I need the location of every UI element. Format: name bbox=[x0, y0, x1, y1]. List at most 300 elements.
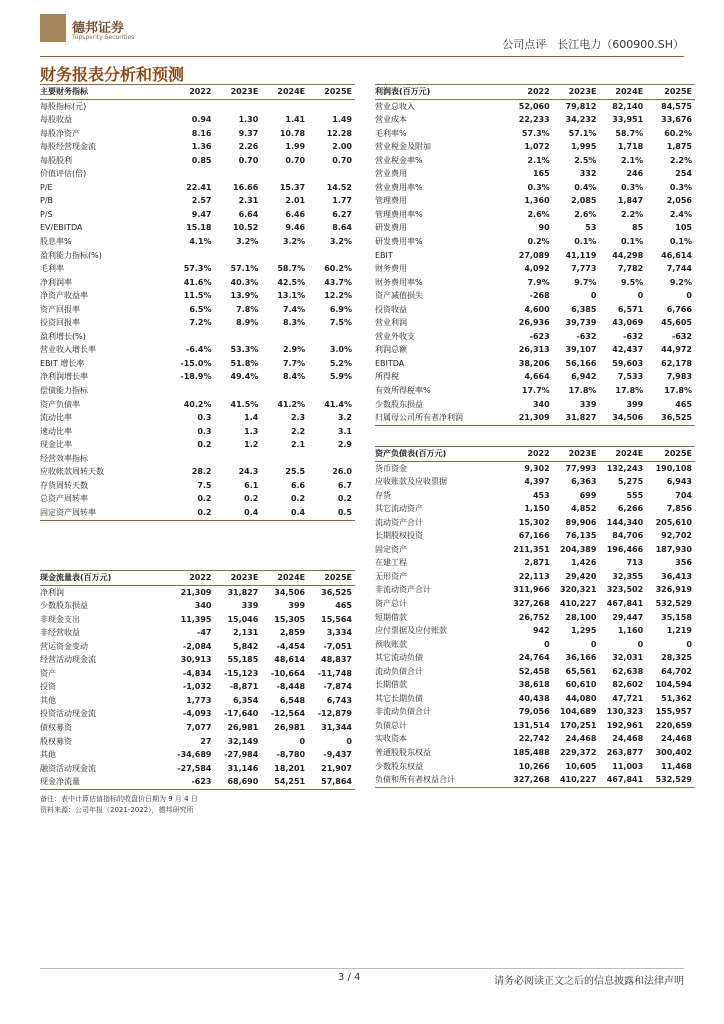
cell-value: 0.1% bbox=[574, 237, 597, 247]
cell-value: 11.5% bbox=[183, 291, 212, 301]
table-row bbox=[375, 289, 695, 303]
table-row bbox=[375, 181, 695, 195]
table-row bbox=[40, 167, 355, 181]
table-title: 资产负债表(百万元) bbox=[375, 447, 506, 462]
cell-value: 327,268 bbox=[506, 773, 553, 787]
cell-value: 0 bbox=[686, 639, 692, 649]
table-row bbox=[375, 502, 695, 516]
cell-value: 67,166 bbox=[518, 531, 550, 541]
cell-value: 205,610 bbox=[655, 517, 692, 527]
cell-value: 1,072 bbox=[524, 142, 550, 152]
cell-value: 41.5% bbox=[230, 399, 259, 409]
cell-value: 41,119 bbox=[565, 250, 597, 260]
cell-value: 2.4% bbox=[669, 209, 692, 219]
row-label: 毛利率% bbox=[375, 128, 407, 138]
cell-value: -12,879 bbox=[317, 709, 352, 719]
cell-value: 0.70 bbox=[332, 155, 352, 165]
cell-value: 32,149 bbox=[227, 736, 259, 746]
table-row bbox=[375, 113, 695, 127]
row-label: EBITDA bbox=[375, 358, 405, 368]
cell-value: 2,871 bbox=[524, 558, 550, 568]
row-label: 短期借款 bbox=[375, 612, 407, 622]
table-row bbox=[375, 330, 695, 344]
cell-value: 2.2% bbox=[669, 155, 692, 165]
cell-value: 24,468 bbox=[612, 734, 644, 744]
cell-value: 0.1% bbox=[669, 237, 692, 247]
table-row bbox=[40, 370, 355, 384]
row-label: 其他 bbox=[40, 750, 56, 760]
table-row bbox=[40, 640, 355, 654]
cell-value: 0 bbox=[637, 291, 644, 301]
cell-value: 76,135 bbox=[565, 531, 597, 541]
table-row bbox=[40, 599, 355, 613]
table-row bbox=[375, 719, 695, 733]
row-label: 应付票据及应付账款 bbox=[375, 626, 447, 636]
cell-value: 62,178 bbox=[661, 358, 692, 368]
table-row bbox=[40, 735, 355, 749]
row-label: 少数股东损益 bbox=[375, 399, 423, 409]
cell-value bbox=[308, 167, 355, 181]
cell-value: 42.5% bbox=[277, 277, 306, 287]
cell-value: -4,454 bbox=[276, 641, 306, 651]
cell-value: 29,447 bbox=[612, 612, 644, 622]
cell-value bbox=[261, 167, 308, 181]
cell-value: 6.9% bbox=[329, 304, 352, 314]
year-header: 2025E bbox=[308, 85, 355, 100]
cell-value: 704 bbox=[675, 490, 692, 500]
table-row bbox=[375, 692, 695, 706]
cell-value: 0 bbox=[299, 736, 306, 746]
cell-value: 1.77 bbox=[332, 196, 352, 206]
table-row bbox=[40, 343, 355, 357]
table-row bbox=[40, 398, 355, 412]
cell-value: 31,146 bbox=[227, 763, 259, 773]
cell-value: 14.52 bbox=[326, 182, 352, 192]
table-row bbox=[375, 556, 695, 570]
cell-value: 92,702 bbox=[661, 531, 692, 541]
table-header-row bbox=[375, 85, 695, 100]
cell-value: 28,100 bbox=[565, 612, 597, 622]
cell-value: 132,243 bbox=[606, 463, 644, 473]
cell-value: 59,603 bbox=[612, 358, 644, 368]
table-row bbox=[40, 680, 355, 694]
row-label: 负债和所有者权益合计 bbox=[375, 773, 506, 787]
cell-value: 4,852 bbox=[571, 504, 597, 514]
cell-value: 17.8% bbox=[664, 386, 692, 396]
cell-value: 410,227 bbox=[553, 773, 600, 787]
cell-value: 52,060 bbox=[518, 101, 550, 111]
cell-value: 323,502 bbox=[606, 585, 644, 595]
cell-value: 7,782 bbox=[617, 264, 644, 274]
cell-value: 30,913 bbox=[180, 655, 212, 665]
cell-value: 9,302 bbox=[524, 463, 550, 473]
cell-value: 33,676 bbox=[661, 115, 692, 125]
cell-value: -632 bbox=[576, 331, 597, 341]
cell-value bbox=[308, 249, 355, 263]
cell-value: 1.3 bbox=[244, 426, 259, 436]
row-label: 速动比率 bbox=[40, 426, 72, 436]
cell-value: 55,185 bbox=[227, 655, 259, 665]
row-label: 营业收入增长率 bbox=[40, 345, 96, 355]
row-label: 投资回报率 bbox=[40, 318, 80, 328]
cell-value: 0.1% bbox=[620, 237, 644, 247]
cell-value: 82,602 bbox=[612, 680, 644, 690]
cell-value: 11,468 bbox=[661, 761, 692, 771]
row-label: 资产 bbox=[40, 668, 56, 678]
cell-value: 26,936 bbox=[518, 318, 550, 328]
cell-value: 42,437 bbox=[612, 345, 644, 355]
cell-value bbox=[215, 330, 262, 344]
cell-value bbox=[261, 330, 308, 344]
row-label: 投资收益 bbox=[375, 304, 407, 314]
cell-value: 8.3% bbox=[282, 318, 306, 328]
cell-value: 51,362 bbox=[661, 693, 692, 703]
cell-value: -27,584 bbox=[177, 763, 212, 773]
table-header-row bbox=[40, 571, 355, 586]
cell-value: 339 bbox=[241, 601, 259, 611]
table-row bbox=[375, 127, 695, 141]
cell-value: 65,561 bbox=[565, 666, 597, 676]
cell-value: 1,847 bbox=[617, 196, 644, 206]
cell-value: 0 bbox=[590, 639, 597, 649]
cell-value: 7,533 bbox=[617, 372, 644, 382]
table-row bbox=[40, 613, 355, 627]
table-row bbox=[375, 208, 695, 222]
table-row bbox=[40, 181, 355, 195]
cell-value: 10.78 bbox=[279, 128, 306, 138]
table-row bbox=[375, 624, 695, 638]
cell-value: -8,448 bbox=[276, 682, 306, 692]
cell-value: 26,752 bbox=[518, 612, 550, 622]
row-label: 财务费用率% bbox=[375, 277, 423, 287]
cell-value: 2.3 bbox=[290, 413, 306, 423]
table-row bbox=[40, 653, 355, 667]
row-label: 经营效率指标 bbox=[40, 453, 88, 463]
table-row bbox=[375, 398, 695, 412]
row-label: 毛利率 bbox=[40, 264, 64, 274]
notes bbox=[40, 794, 198, 816]
cell-value: 2.6% bbox=[574, 209, 597, 219]
cell-value: 12.28 bbox=[326, 128, 352, 138]
cell-value: 32,031 bbox=[612, 653, 644, 663]
cell-value: 84,575 bbox=[661, 101, 692, 111]
cell-value: 3.0% bbox=[329, 345, 352, 355]
cell-value: 263,877 bbox=[606, 748, 644, 758]
cell-value: 467,841 bbox=[599, 773, 646, 787]
cell-value bbox=[168, 384, 215, 398]
cell-value: 46,614 bbox=[661, 250, 692, 260]
brand-name: 德邦证券 bbox=[72, 21, 125, 36]
cell-value: 555 bbox=[626, 490, 644, 500]
cell-value: 2.1% bbox=[620, 155, 644, 165]
cell-value: 6,354 bbox=[233, 695, 259, 705]
cell-value: 9.46 bbox=[285, 223, 306, 233]
cell-value: 15,302 bbox=[518, 517, 550, 527]
cell-value: 7,773 bbox=[571, 264, 597, 274]
cell-value: 22,742 bbox=[518, 734, 550, 744]
cell-value: 1,219 bbox=[666, 626, 692, 636]
cell-value: 1,718 bbox=[617, 142, 644, 152]
table-row bbox=[375, 249, 695, 263]
cell-value: 43.7% bbox=[324, 277, 352, 287]
table-row bbox=[375, 705, 695, 719]
cell-value: 1.4 bbox=[244, 413, 259, 423]
row-label: 营业成本 bbox=[375, 115, 407, 125]
row-label: 股息率% bbox=[40, 237, 72, 247]
row-label: 固定资产周转率 bbox=[40, 506, 168, 520]
row-label: 固定资产 bbox=[375, 544, 407, 554]
cell-value: 9.5% bbox=[620, 277, 644, 287]
year-header: 2022 bbox=[168, 85, 215, 100]
cell-value: 21,309 bbox=[506, 411, 553, 425]
cell-value: 2.2 bbox=[290, 426, 306, 436]
row-label: P/E bbox=[40, 182, 53, 192]
cell-value: 41.4% bbox=[324, 399, 352, 409]
cell-value: 453 bbox=[532, 490, 550, 500]
table-row bbox=[40, 194, 355, 208]
cell-value: 211,351 bbox=[513, 544, 550, 554]
cell-value bbox=[261, 384, 308, 398]
row-label: 少数股东权益 bbox=[375, 761, 423, 771]
row-label: 盈利能力指标(%) bbox=[40, 250, 102, 260]
cell-value: 2.5% bbox=[574, 155, 597, 165]
cell-value: 320,321 bbox=[559, 585, 597, 595]
cell-value: 57,864 bbox=[308, 775, 355, 789]
cell-value: 0.70 bbox=[238, 155, 259, 165]
cell-value: 7.2% bbox=[189, 318, 212, 328]
cell-value: 28,325 bbox=[661, 653, 692, 663]
income-statement-table bbox=[375, 84, 695, 426]
cell-value: 79,812 bbox=[565, 101, 597, 111]
cell-value bbox=[168, 167, 215, 181]
cell-value: 8.9% bbox=[236, 318, 259, 328]
cell-value: -15.0% bbox=[180, 358, 212, 368]
cell-value: 36,525 bbox=[321, 587, 352, 597]
cell-value: 0 bbox=[686, 291, 692, 301]
cell-value: 192,961 bbox=[606, 720, 644, 730]
cell-value: 62,638 bbox=[612, 666, 644, 676]
cell-value: 24,468 bbox=[661, 734, 692, 744]
cell-value: 7,744 bbox=[666, 264, 692, 274]
cell-value bbox=[215, 167, 262, 181]
report-header: 公司点评 长江电力（600900.SH） bbox=[502, 38, 684, 51]
year-header: 2025E bbox=[308, 571, 355, 586]
row-label: 其它长期负债 bbox=[375, 693, 423, 703]
cell-value: 45,605 bbox=[661, 318, 692, 328]
cell-value: 1,160 bbox=[617, 626, 644, 636]
cell-value: 26,981 bbox=[227, 723, 259, 733]
cell-value: 56,166 bbox=[565, 358, 597, 368]
row-label: 其它流动负债 bbox=[375, 653, 423, 663]
cell-value: 58.7% bbox=[277, 264, 306, 274]
cell-value: 229,372 bbox=[559, 748, 597, 758]
cell-value: 1,426 bbox=[571, 558, 597, 568]
table-row bbox=[40, 249, 355, 263]
cell-value bbox=[215, 384, 262, 398]
cell-value: 131,514 bbox=[513, 720, 550, 730]
cell-value: 82,140 bbox=[612, 101, 644, 111]
cell-value: 53 bbox=[585, 223, 597, 233]
row-label: 研发费用率% bbox=[375, 237, 423, 247]
cell-value: 39,739 bbox=[565, 318, 597, 328]
cell-value: 6,363 bbox=[571, 477, 597, 487]
cell-value: 5,842 bbox=[233, 641, 259, 651]
cell-value: 6.6 bbox=[290, 480, 306, 490]
row-label: 资产总计 bbox=[375, 599, 407, 609]
cell-value: 699 bbox=[579, 490, 597, 500]
table-row bbox=[375, 638, 695, 652]
cell-value: 0.5 bbox=[308, 506, 355, 520]
cell-value: 105 bbox=[675, 223, 692, 233]
balance-sheet-table bbox=[375, 446, 695, 788]
row-label: 利润总额 bbox=[375, 345, 407, 355]
table-row bbox=[375, 154, 695, 168]
header-divider bbox=[40, 56, 684, 57]
cell-value: 10,605 bbox=[565, 761, 597, 771]
cell-value: 332 bbox=[579, 169, 597, 179]
cell-value: 1,875 bbox=[666, 142, 692, 152]
cell-value: 57.1% bbox=[568, 128, 597, 138]
row-label: 存货周转天数 bbox=[40, 480, 88, 490]
cell-value: 35,158 bbox=[661, 612, 692, 622]
table-header-row bbox=[40, 85, 355, 100]
cell-value: -27,984 bbox=[224, 750, 259, 760]
cell-value: 144,340 bbox=[606, 517, 644, 527]
cell-value: 4,092 bbox=[524, 264, 550, 274]
row-label: 应收帐款周转天数 bbox=[40, 467, 104, 477]
cell-value: 532,529 bbox=[655, 599, 692, 609]
row-label: 流动负债合计 bbox=[375, 666, 423, 676]
cell-value: 21,309 bbox=[180, 587, 212, 597]
cell-value: -18.9% bbox=[180, 372, 212, 382]
cell-value: 2,131 bbox=[233, 628, 259, 638]
table-row bbox=[375, 773, 695, 787]
cell-value: 26,981 bbox=[274, 723, 306, 733]
cell-value: 31,827 bbox=[553, 411, 600, 425]
cell-value: 28.2 bbox=[191, 467, 212, 477]
cell-value bbox=[261, 249, 308, 263]
table-row bbox=[40, 154, 355, 168]
cell-value: 9.47 bbox=[191, 209, 212, 219]
cell-value: 85 bbox=[632, 223, 644, 233]
cell-value: 0.3% bbox=[669, 182, 692, 192]
cell-value: 36,413 bbox=[661, 571, 692, 581]
row-label: 长期借款 bbox=[375, 680, 407, 690]
table-row bbox=[375, 303, 695, 317]
cell-value: 0.3 bbox=[197, 413, 212, 423]
row-label: 股权募资 bbox=[40, 736, 72, 746]
cell-value: 48,614 bbox=[274, 655, 306, 665]
cell-value: 8.16 bbox=[191, 128, 212, 138]
cell-value: -4,093 bbox=[182, 709, 212, 719]
row-label: 现金净流量 bbox=[40, 775, 168, 789]
cell-value: 48,837 bbox=[321, 655, 352, 665]
table-row bbox=[40, 667, 355, 681]
cell-value: 7.5% bbox=[329, 318, 352, 328]
row-label: 长期股权投资 bbox=[375, 531, 423, 541]
table-row bbox=[40, 626, 355, 640]
cell-value: 0.2 bbox=[290, 494, 306, 504]
cell-value: 1.41 bbox=[285, 115, 306, 125]
cell-value: 2.1 bbox=[290, 440, 306, 450]
cell-value: 44,298 bbox=[612, 250, 644, 260]
cell-value: -8,871 bbox=[229, 682, 259, 692]
row-label: 融资活动现金流 bbox=[40, 763, 96, 773]
table-row bbox=[375, 357, 695, 371]
cell-value: 399 bbox=[626, 399, 644, 409]
table-row bbox=[40, 425, 355, 439]
table-row bbox=[375, 276, 695, 290]
cell-value: 7.4% bbox=[282, 304, 306, 314]
cell-value: 3.2% bbox=[282, 237, 306, 247]
row-label: 净利润 bbox=[40, 587, 64, 597]
cell-value: 36,525 bbox=[646, 411, 695, 425]
cell-value: 1.99 bbox=[285, 142, 306, 152]
table-row bbox=[375, 262, 695, 276]
main-ratios-table bbox=[40, 84, 355, 521]
cell-value: 2.00 bbox=[332, 142, 352, 152]
row-label: P/S bbox=[40, 209, 53, 219]
cell-value: 84,706 bbox=[612, 531, 644, 541]
cell-value: -17,640 bbox=[224, 709, 259, 719]
table-row bbox=[375, 746, 695, 760]
cell-value: 1.36 bbox=[191, 142, 212, 152]
cell-value: -9,437 bbox=[323, 750, 352, 760]
row-label: 营业利润 bbox=[375, 318, 407, 328]
cell-value: 0.4 bbox=[261, 506, 308, 520]
row-label: 归属母公司所有者净利润 bbox=[375, 411, 506, 425]
cell-value: -12,564 bbox=[270, 709, 306, 719]
table-row bbox=[375, 140, 695, 154]
row-label: 货币资金 bbox=[375, 463, 407, 473]
year-header: 2025E bbox=[646, 85, 695, 100]
cell-value: 41.2% bbox=[277, 399, 306, 409]
table-row bbox=[375, 167, 695, 181]
cell-value: 53.3% bbox=[230, 345, 259, 355]
year-header: 2023E bbox=[215, 571, 262, 586]
year-header: 2022 bbox=[506, 85, 553, 100]
cell-value: 1.30 bbox=[238, 115, 259, 125]
cell-value: 24,468 bbox=[565, 734, 597, 744]
row-label: 流动资产合计 bbox=[375, 517, 423, 527]
cell-value: 15.37 bbox=[279, 182, 306, 192]
cell-value: 5,275 bbox=[617, 477, 644, 487]
cell-value: 532,529 bbox=[646, 773, 695, 787]
cash-flow-table bbox=[40, 570, 355, 790]
cell-value: 340 bbox=[194, 601, 212, 611]
table-row bbox=[375, 611, 695, 625]
cell-value: 4,600 bbox=[524, 304, 550, 314]
row-label: 在建工程 bbox=[375, 558, 407, 568]
table-row bbox=[375, 411, 695, 425]
cell-value: 356 bbox=[675, 558, 692, 568]
cell-value: 40,438 bbox=[518, 693, 550, 703]
table-row bbox=[375, 543, 695, 557]
year-header: 2023E bbox=[215, 85, 262, 100]
row-label: 流动比率 bbox=[40, 413, 72, 423]
cell-value: 15,564 bbox=[321, 614, 352, 624]
cell-value: 15,305 bbox=[274, 614, 306, 624]
cell-value: 0 bbox=[590, 291, 597, 301]
table-row bbox=[375, 370, 695, 384]
cell-value bbox=[215, 452, 262, 466]
cell-value: 39,107 bbox=[565, 345, 597, 355]
cell-value: 465 bbox=[675, 399, 692, 409]
cell-value: -7,051 bbox=[323, 641, 352, 651]
cell-value: 11,395 bbox=[180, 614, 212, 624]
row-label: EBIT bbox=[375, 250, 393, 260]
cell-value: 6,943 bbox=[666, 477, 692, 487]
